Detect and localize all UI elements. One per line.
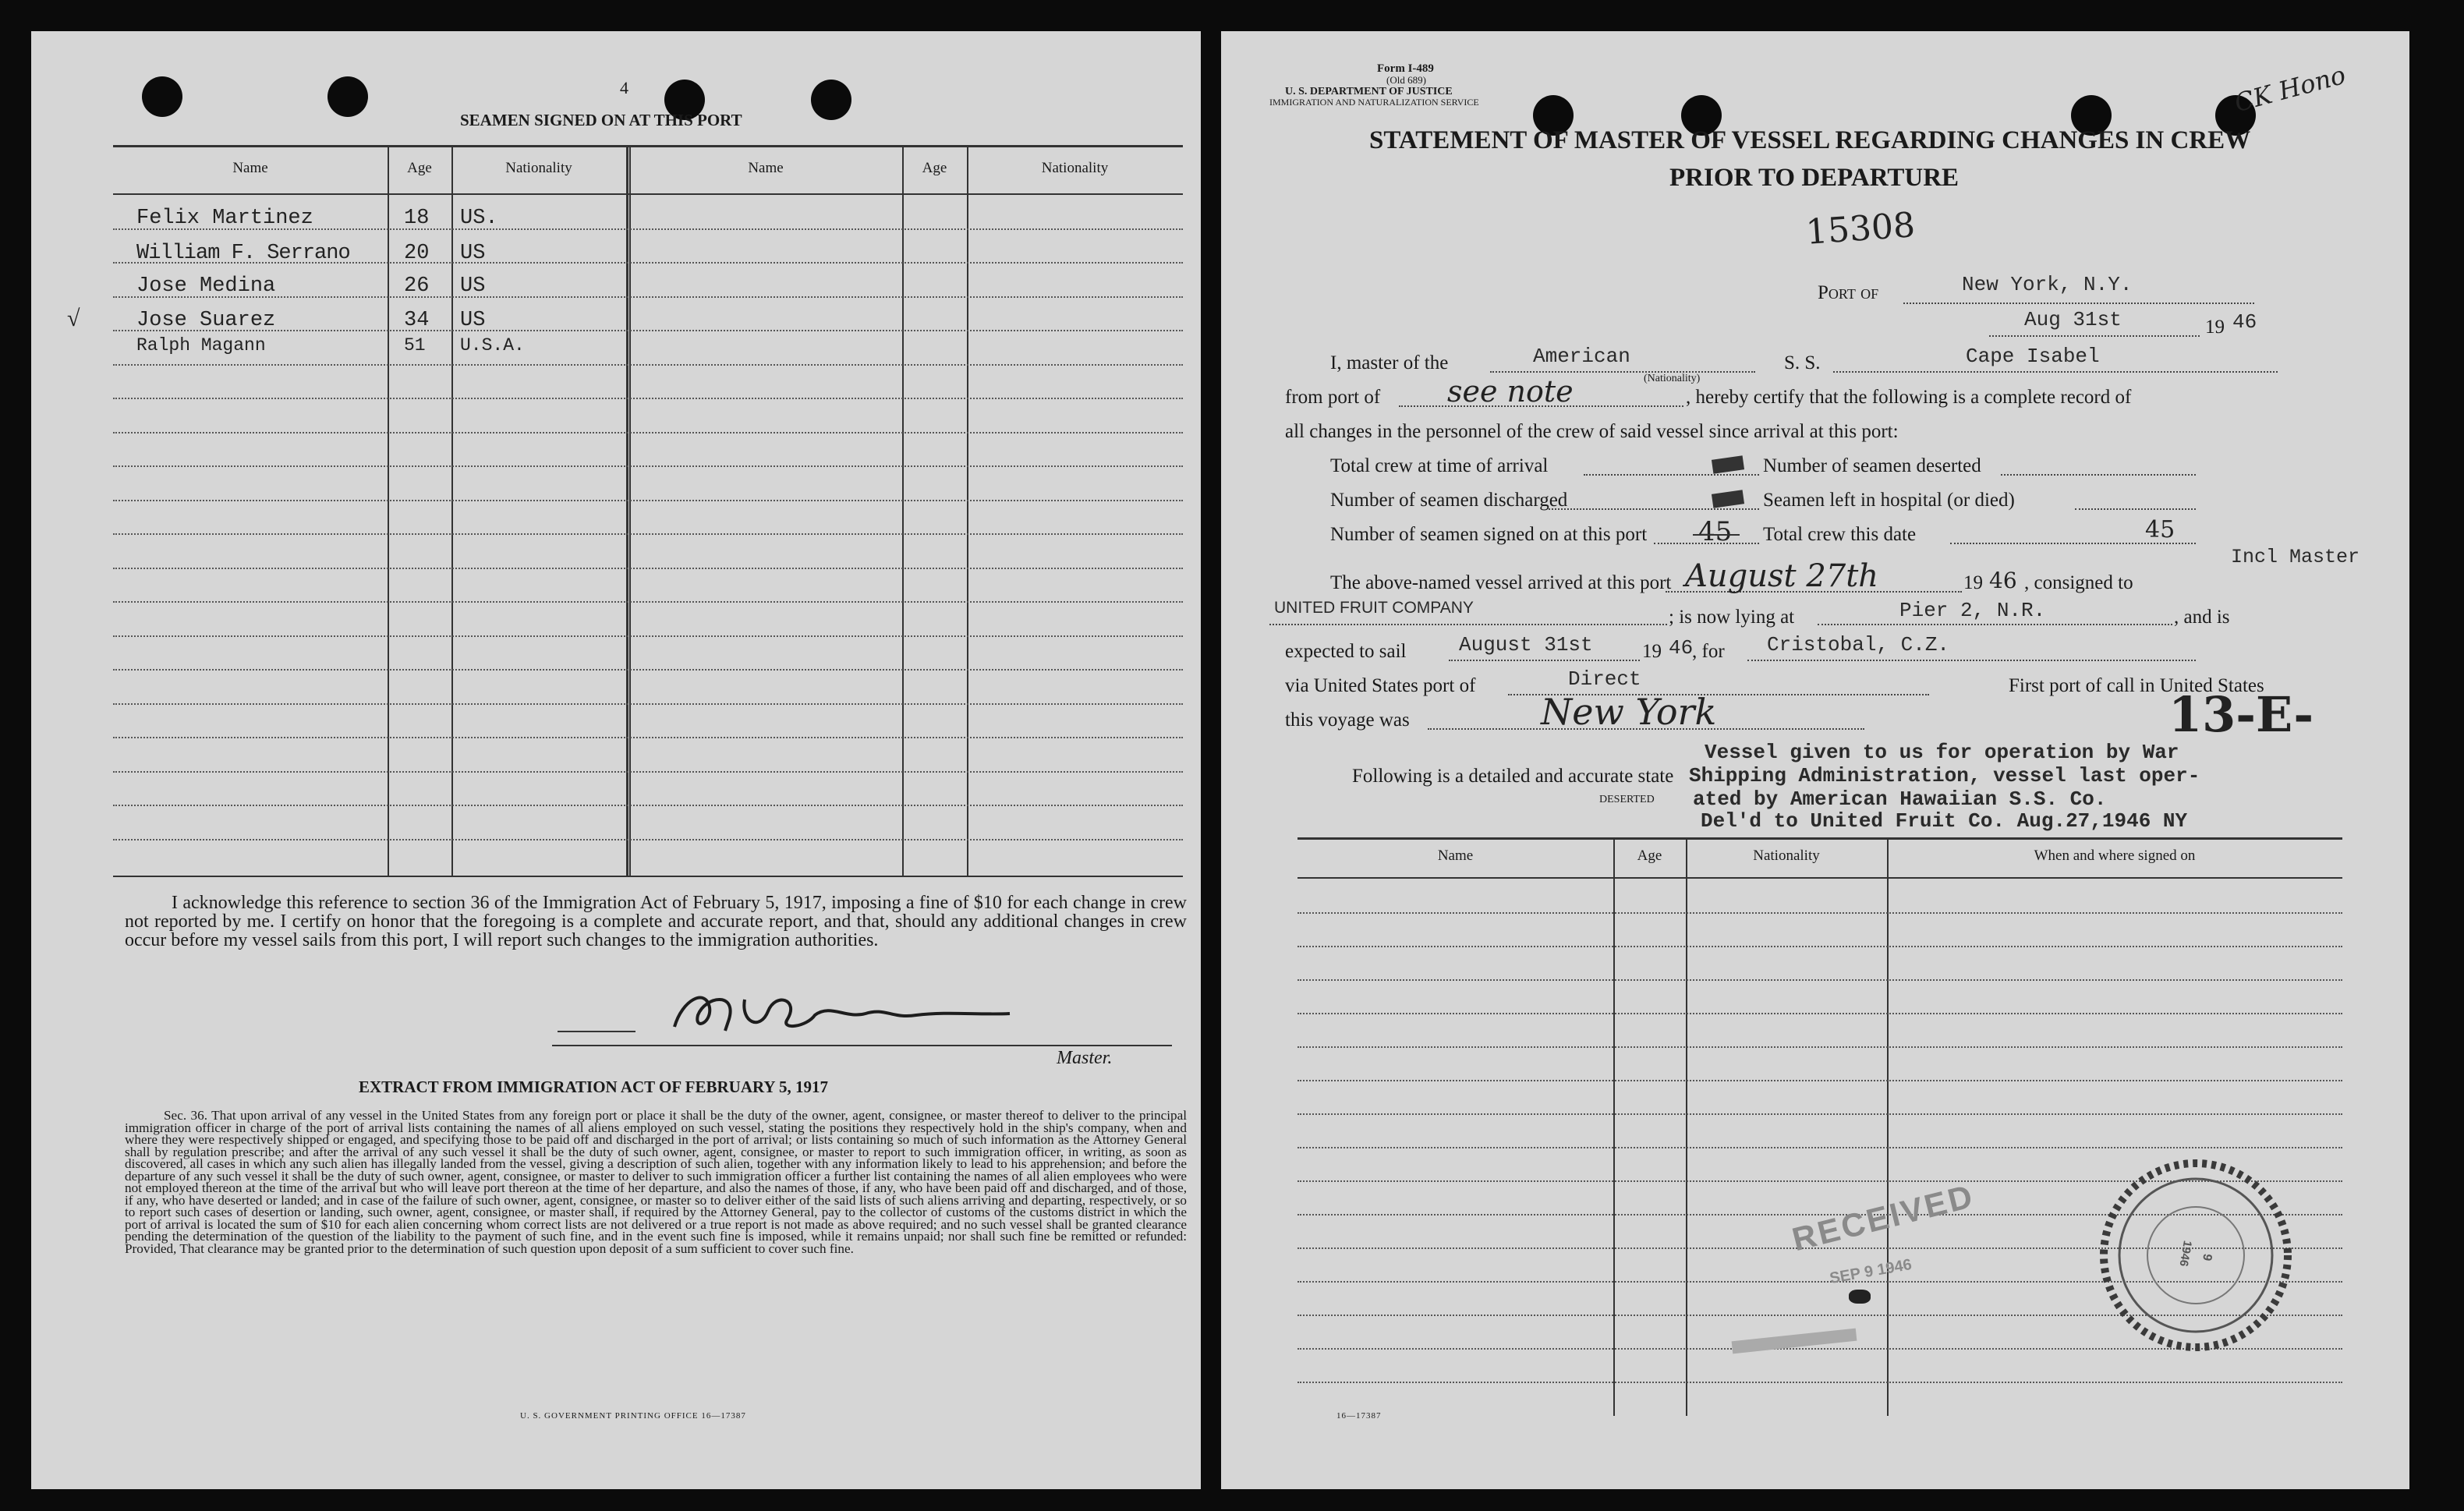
incl-master-note: Incl Master [2231,546,2360,568]
sail-year: 46 [1669,636,1694,660]
received-stamp-date: SEP 9 1946 [1828,1255,1913,1288]
service: IMMIGRATION AND NATURALIZATION SERVICE [1269,97,1479,108]
crew-name: William F. Serrano [136,242,350,265]
following-label: Following is a detailed and accurate state [1352,766,1674,787]
received-stamp: RECEIVED [1788,1177,1978,1258]
col-header-age: Age [407,160,432,176]
ship-name: Cape Isabel [1966,345,2100,368]
voyage-label: this voyage was [1285,709,1410,731]
total-crew-arrival-label: Total crew at time of arrival [1330,455,1549,476]
footer-code: 16—17387 [1336,1411,1382,1421]
date-value: Aug 31st [2024,308,2122,331]
circular-postmark [2094,1154,2297,1357]
col-header-name-2: Name [748,160,784,176]
hospital-label: Seamen left in hospital (or died) [1763,490,2015,511]
port-label: Port of [1818,282,1879,303]
col-header-nationality: Nationality [505,160,572,176]
col-header-age: Age [1637,848,1662,864]
left-page [31,31,1201,1489]
page-number: 4 [620,78,628,97]
old-form-number: (Old 689) [1386,74,1426,86]
nationality-value: American [1533,345,1630,368]
struck-value [1712,455,1744,473]
all-changes-text: all changes in the personnel of the crew of said vessel since arrival at this port: [1285,421,1899,442]
master-of-the-label: I, master of the [1330,352,1449,373]
from-port-label: from port of [1285,387,1381,408]
struck-value [1712,490,1744,508]
form-title-line2: PRIOR TO DEPARTURE [1669,164,1960,192]
crew-age: 34 [404,309,430,332]
for-label: , for [1692,641,1725,662]
form-title-line1: STATEMENT OF MASTER OF VESSEL REGARDING CHANGES IN CREW [1369,126,2251,154]
code-mark: 13-E- [2168,686,2314,743]
crew-age: 20 [404,242,430,265]
col-header-age-2: Age [922,160,947,176]
port-value: New York, N.Y. [1962,273,2133,296]
crew-age: 18 [404,207,430,230]
margin-check-mark: √ [67,306,80,331]
arrived-label: The above-named vessel arrived at this port [1330,572,1672,593]
ss-label: S. S. [1784,352,1821,373]
typed-note-line: Vessel given to us for operation by War [1705,741,2179,764]
department: U. S. DEPARTMENT OF JUSTICE [1285,86,1453,97]
arrived-date: August 27th [1685,558,1879,594]
crew-nationality: US [460,274,486,298]
extract-title: EXTRACT FROM IMMIGRATION ACT OF FEBRUARY 5, 1917 [359,1078,829,1096]
col-header-name: Name [1437,848,1474,864]
printing-office: U. S. GOVERNMENT PRINTING OFFICE 16—17387 [520,1411,746,1421]
and-is-label: , and is [2174,607,2230,628]
punch-hole [327,76,368,117]
col-header-nationality: Nationality [1753,848,1820,864]
crew-nationality: US. [460,207,498,230]
pier-value: Pier 2, N.R. [1899,599,2046,622]
crew-age: 51 [404,335,426,356]
col-header-when-where: When and where signed on [2034,848,2196,864]
signed-on-label: Number of seamen signed on at this port [1330,524,1648,545]
master-label: Master. [1057,1048,1113,1068]
faded-stamp [1732,1329,1857,1354]
expected-label: expected to sail [1285,641,1407,662]
typed-note-line: Shipping Administration, vessel last oper- [1689,764,2200,787]
crew-nationality: US [460,242,486,265]
file-number: 15308 [1804,205,1917,253]
ink-blot [1849,1290,1871,1304]
year-prefix: 19 [2205,317,2225,338]
crew-nationality: US [460,309,486,332]
consignee: UNITED FRUIT COMPANY [1274,599,1474,617]
typed-note-line: ated by American Hawaiian S.S. Co. [1693,787,2107,811]
signed-on-value: 45 [1698,516,1733,547]
typed-note-line: Del'd to United Fruit Co. Aug.27,1946 NY [1701,809,2188,833]
total-crew-date-value: 45 [2145,516,2175,543]
right-page: Form I-489 (Old 689) U. S. DEPARTMENT OF JUSTICE IMMIGRATION AND NATURALIZATION SERVICE CK Hono STATEMENT OF MASTER OF VESSEL REGARDING CHANGES IN CREW PRIOR TO DEPARTURE 15308 Port of New York, N.Y. Aug 31st 19 46 I, master of the American (Nationality) S. S. Cape Isabel from port of see note , hereby certify that the following is a complete record of all changes in the personnel of the crew of said vessel since arrival at this port: Total crew at time of arrival Number of seamen deserted Number of seamen discharged Seamen left in hospital (or died) Number of seamen signed on at this port 45 Total crew this date 45 Incl Master The above-named vessel arrived at this port August 27th 19 46 , consigned to UNITED FRUIT COMPANY ; is now lying at Pier 2, N.R. , and is expected to sail August 31st 19 46 , for Cristobal, C.Z. via United States port of Direct First port of call in United States this voyage was New York 13-E- Following is a detailed and accurate state DESERTED Vessel given to us for operation by War Shipping Administration, vessel last oper- ated by American Hawaiian S.S. Co. Del'd to United Fruit Co. Aug.27,1946 NY Name Age Nationality When and where signed on RECEIVED SEP 9 1946 9 1946 16—17387 [1221,31,2409,1489]
punch-hole [811,80,851,120]
svg-text:1946: 1946 [2176,1239,2194,1268]
via-label: via United States port of [1285,675,1476,696]
consigned-label: , consigned to [2024,572,2133,593]
year-value: 46 [2232,310,2257,334]
via-value: Direct [1568,667,1641,691]
destination: Cristobal, C.Z. [1767,633,1950,656]
svg-text:9: 9 [2200,1252,2214,1262]
section-title: SEAMEN SIGNED ON AT THIS PORT [460,111,742,129]
first-port-label: First port of call in United States [2009,675,2264,696]
deserted-caption: DESERTED [1599,794,1655,805]
extract-text: Sec. 36. That upon arrival of any vessel in the United States from any foreign port or place it shall be the duty of the owner, agent, consignee, or master thereof to deliver to the principal immigration officer in charge of the port of arrival lists containing the names of all aliens employed on such vessel, stating the positions they respectively hold in the ship's company, when and where they were respectively shipped or engaged, and specifying those to be paid off and discharged in the port of arrival; or lists containing so much of such information as the Attorney General shall by regulation prescribe; and after the arrival of any such vessel it shall be the duty of such owner, agent, consignee, or master to report to such immigration officer, in writing, as soon as discovered, all cases in which any such alien has illegally landed from the vessel, giving a description of such alien, together with any information likely to lead to his apprehension; and before the departure of any such vessel it shall be the duty of such owner, agent, consignee, or master to deliver to such immigration officer a further list containing the names of all alien employees who were not employed thereon at the time of the arrival but who will leave port thereon at the time of her departure, and also the names of those, if any, who have been paid off and discharged, and of those, if any, who have deserted or landed; and in case of the failure of such owner, agent, consignee, or master so to deliver either of the said lists of such aliens arriving and departing, respectively, or so to report such cases of desertion or landing, such owner, agent, consignee, or master shall, if required by the Attorney General, pay to the collector of customs of the customs district in which the port of arrival is located the sum of $10 for each alien concerning whom correct lists are not delivered or a true report is not made as above required; and no such vessel shall be granted clearance pending the determination of the question of the liability to the payment of such fine, and in the event such fine is imposed, while it remains unpaid; nor shall such fine be remitted or refunded: Provided, That clearance may be granted prior to the determination of such question upon deposit of a sum sufficient to cover such fine. [125,1108,1187,1256]
acknowledgment-paragraph: I acknowledge this reference to section 36 of the Immigration Act of February 5, 1917, imposing a fine of $10 for each change in crew not reported by me. I certify on honor that the foregoing is a complete and accurate report, and that, should any additional changes in crew occur before my vessel sails from this port, I will report such changes to the immigration authorities. [125,893,1187,950]
lying-label: ; is now lying at [1669,607,1795,628]
crew-name: Jose Medina [136,274,276,298]
crew-age: 26 [404,274,430,298]
nationality-caption: (Nationality) [1644,373,1701,384]
crew-name: Ralph Magann [136,335,266,356]
discharged-label: Number of seamen discharged [1330,490,1568,511]
col-header-nationality-2: Nationality [1041,160,1109,176]
form-number: Form I-489 [1377,62,1434,75]
sail-date: August 31st [1459,633,1593,656]
col-header-name: Name [232,160,268,176]
corner-note: CK Hono [2231,59,2349,119]
total-crew-date-label: Total crew this date [1763,524,1917,545]
punch-hole [142,76,182,117]
from-port-value: see note [1447,374,1574,409]
voyage-value: New York [1541,691,1717,733]
crew-name: Felix Martinez [136,207,313,230]
certify-text: , hereby certify that the following is a complete record of [1686,387,2132,408]
crew-nationality: U.S.A. [460,335,525,356]
deserted-label: Number of seamen deserted [1763,455,1981,476]
crew-name: Jose Suarez [136,309,276,332]
arrived-year: 46 [1989,568,2017,593]
